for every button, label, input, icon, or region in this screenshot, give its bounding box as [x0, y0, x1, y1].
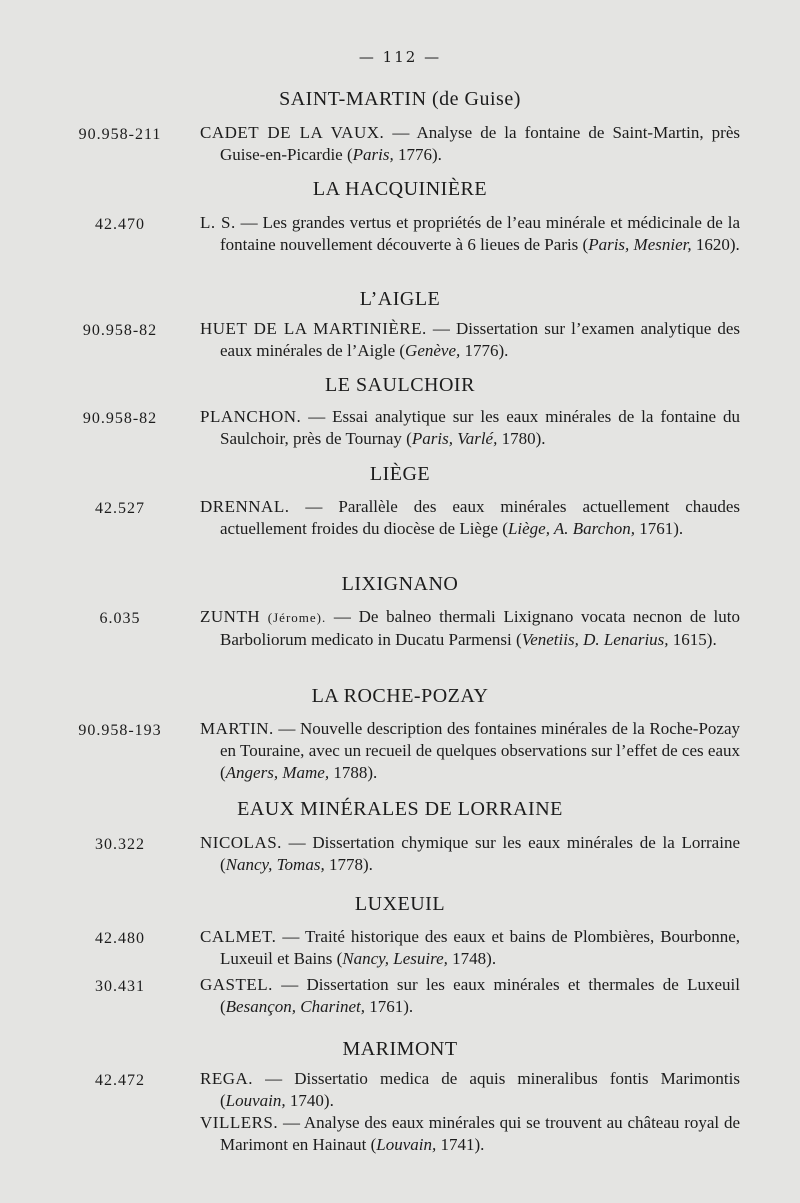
- entry-title: — Nouvelle description des fontaines minérales de la Roche-Pozay en Touraine, avec un recueil de quelques observations sur l’effet de ces eaux (: [220, 719, 740, 782]
- entry-date: 1748).: [447, 949, 497, 968]
- entry-date: 1776).: [460, 341, 509, 360]
- entry-date: 1741).: [436, 1135, 485, 1154]
- entry-author: L. S.: [200, 213, 236, 232]
- section-heading: LA ROCHE-POZAY: [311, 685, 489, 707]
- call-number: 42.527: [95, 500, 145, 517]
- entry-imprint: Angers, Mame,: [225, 763, 330, 782]
- entry-title: — Dissertatio medica de aquis mineralibus fontis Marimontis (: [220, 1069, 740, 1110]
- entry-author: DRENNAL.: [200, 497, 290, 516]
- entry-author: CADET DE LA VAUX.: [200, 123, 385, 142]
- section-heading: MARIMONT: [342, 1038, 458, 1060]
- bibliography-entry: [200, 606, 740, 651]
- call-number: 42.480: [95, 930, 145, 947]
- entry-title: — Dissertation chymique sur les eaux minérales de la Lorraine (: [220, 833, 740, 874]
- entry-title: — Traité historique des eaux et bains de Plombières, Bourbonne, Luxeuil et Bains (: [220, 927, 740, 968]
- entry-author: NICOLAS.: [200, 833, 282, 852]
- entry-title: — Parallèle des eaux minérales actuellement chaudes actuellement froides du diocèse de Liège (: [220, 497, 740, 538]
- entry-imprint: Paris, Mesnier,: [588, 235, 692, 254]
- section-heading: L’AIGLE: [359, 288, 441, 310]
- entry-date: 1761).: [364, 997, 414, 1016]
- entry-imprint: Paris,: [352, 145, 394, 164]
- section-heading: SAINT-MARTIN (de Guise): [279, 88, 521, 110]
- section-heading: LUXEUIL: [354, 893, 446, 915]
- entry-date: 1788).: [329, 763, 378, 782]
- entry-title: — Analyse des eaux minérales qui se trouvent au château royal de Marimont en Hainaut (: [220, 1113, 740, 1154]
- call-number: 42.472: [95, 1072, 145, 1089]
- entry-author-firstname: (Jérome).: [267, 610, 327, 625]
- entry-imprint: Paris, Varlé,: [411, 429, 498, 448]
- bibliography-entry: [200, 926, 740, 970]
- entry-author: ZUNTH: [200, 607, 261, 626]
- entry-title: — Les grandes vertus et propriétés de l’eau minérale et médicinale de la fontaine nouvellement découverte à 6 lieues de Paris (: [220, 213, 740, 254]
- entry-title: — Dissertation sur l’examen analytique des eaux minérales de l’Aigle (: [220, 319, 741, 360]
- entry-author: PLANCHON.: [200, 407, 302, 426]
- entry-imprint: Louvain,: [225, 1091, 286, 1110]
- section-heading: LA HACQUINIÈRE: [312, 178, 488, 200]
- bibliography-entry: [200, 212, 740, 256]
- entry-imprint: Venetiis, D. Lenarius,: [521, 630, 669, 649]
- entry-date: 1780).: [497, 429, 546, 448]
- bibliography-entry: [200, 832, 740, 876]
- call-number: 90.958-211: [78, 126, 162, 143]
- bibliography-entry: [200, 496, 740, 540]
- section-heading: LIÈGE: [369, 463, 431, 485]
- entry-date: 1615).: [668, 630, 717, 649]
- entry-author: CALMET.: [200, 927, 277, 946]
- entry-title: — Essai analytique sur les eaux minérales de la fontaine du Saulchoir, près de Tournay (: [220, 407, 740, 448]
- bibliography-entry: [200, 1112, 740, 1156]
- call-number: 90.958-82: [82, 410, 158, 427]
- entry-date: 1620).: [691, 235, 740, 254]
- call-number: 90.958-193: [78, 722, 162, 739]
- section-heading: EAUX MINÉRALES DE LORRAINE: [237, 798, 563, 820]
- bibliography-entry: [200, 406, 740, 450]
- entry-author: HUET DE LA MARTINIÈRE.: [200, 319, 427, 338]
- entry-title: — Dissertation sur les eaux minérales et thermales de Luxeuil (: [220, 975, 740, 1016]
- call-number: 30.431: [95, 978, 145, 995]
- entry-author: MARTIN.: [200, 719, 274, 738]
- page-number: — 112 —: [358, 48, 442, 66]
- entry-author: REGA.: [200, 1069, 254, 1088]
- entry-imprint: Nancy, Lesuire,: [342, 949, 448, 968]
- entry-imprint: Genève,: [405, 341, 461, 360]
- entry-imprint: Besançon, Charinet,: [225, 997, 365, 1016]
- entry-imprint: Liège, A. Barchon,: [507, 519, 635, 538]
- entry-date: 1776).: [393, 145, 442, 164]
- entry-imprint: Louvain,: [376, 1135, 437, 1154]
- bibliography-entry: [200, 974, 740, 1018]
- entry-author: VILLERS.: [200, 1113, 279, 1132]
- bibliography-entry: [200, 122, 740, 166]
- entry-imprint: Nancy, Tomas,: [225, 855, 325, 874]
- call-number: 6.035: [99, 610, 141, 627]
- section-heading: LIXIGNANO: [341, 573, 459, 595]
- entry-author: GASTEL.: [200, 975, 273, 994]
- bibliography-entry: [200, 1068, 740, 1112]
- bibliography-entry: [200, 718, 740, 784]
- call-number: 42.470: [95, 216, 145, 233]
- entry-date: 1778).: [324, 855, 373, 874]
- entry-title: — Analyse de la fontaine de Saint-Martin, près Guise-en-Picardie (: [220, 123, 740, 164]
- call-number: 30.322: [95, 836, 145, 853]
- entry-title: — De balneo thermali Lixignano vocata necnon de luto Barboliorum medicato in Ducatu Parmensi (: [220, 607, 740, 649]
- bibliography-entry: [200, 318, 740, 362]
- section-heading: LE SAULCHOIR: [325, 374, 475, 396]
- entry-date: 1761).: [634, 519, 684, 538]
- entry-date: 1740).: [285, 1091, 334, 1110]
- call-number: 90.958-82: [82, 322, 158, 339]
